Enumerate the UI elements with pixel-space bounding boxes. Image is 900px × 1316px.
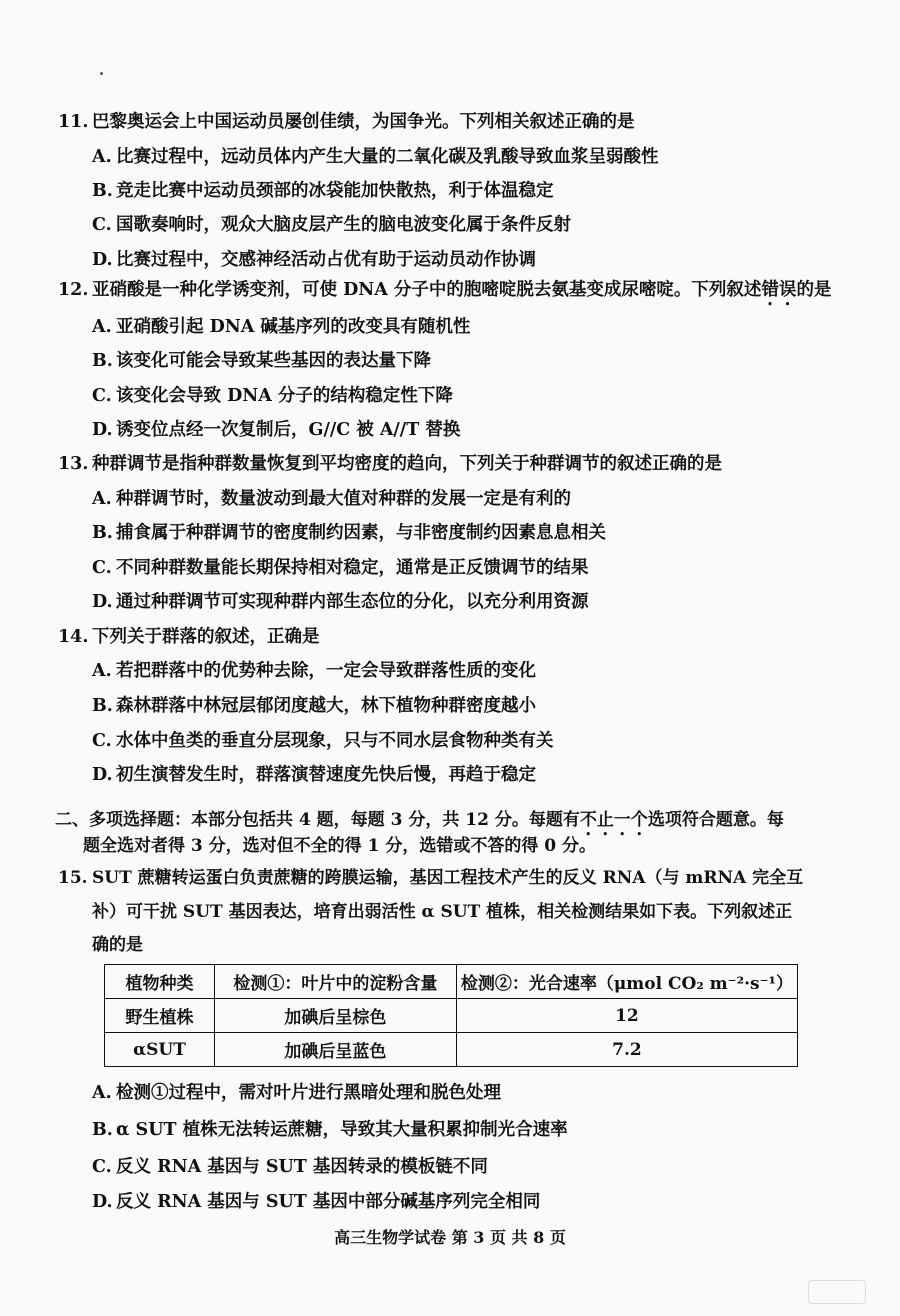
results-table xyxy=(104,964,798,1067)
option-b: B. 该变化可能会导致某些基因的表达量下降 xyxy=(92,351,431,371)
option-a: A. 亚硝酸引起 DNA 碱基序列的改变具有随机性 xyxy=(92,317,471,337)
option-a: A. 若把群落中的优势种去除，一定会导致群落性质的变化 xyxy=(92,661,536,681)
section-2-instructions: 二、多项选择题：本部分包括共 4 题，每题 3 分，共 12 分。每题有不止一个选项符合题意。每 xyxy=(55,810,784,830)
question-12-stem: 12. 亚硝酸是一种化学诱变剂，可使 DNA 分子中的胞嘧啶脱去氨基变成尿嘧啶。下列叙述错误的是 xyxy=(58,280,832,300)
question-15-stem: 15. SUT 蔗糖转运蛋白负责蔗糖的跨膜运输，基因工程技术产生的反义 RNA（与 mRNA 完全互 xyxy=(58,868,804,888)
option-d: D. 初生演替发生时，群落演替速度先快后慢，再趋于稳定 xyxy=(92,765,536,785)
option-d: D. 通过种群调节可实现种群内部生态位的分化，以充分利用资源 xyxy=(92,592,589,612)
option-c: C. 国歌奏响时，观众大脑皮层产生的脑电波变化属于条件反射 xyxy=(92,215,571,235)
table-header-cell: 检测②：光合速率（μmol CO₂ m⁻²·s⁻¹） xyxy=(456,965,797,999)
question-13-stem: 13. 种群调节是指种群数量恢复到平均密度的趋向，下列关于种群调节的叙述正确的是 xyxy=(58,454,722,474)
option-a: A. 比赛过程中，远动员体内产生大量的二氧化碳及乳酸导致血浆呈弱酸性 xyxy=(92,147,659,167)
option-c: C. 反义 RNA 基因与 SUT 基因转录的模板链不同 xyxy=(92,1157,488,1177)
option-d: D. 比赛过程中，交感神经活动占优有助于运动员动作协调 xyxy=(92,250,536,270)
question-15-stem-cont: 确的是 xyxy=(92,935,143,955)
table-header-cell: 植物种类 xyxy=(105,965,215,999)
question-15-stem-cont: 补）可干扰 SUT 基因表达，培育出弱活性 α SUT 植株，相关检测结果如下表。下列叙述正 xyxy=(92,902,793,922)
table-cell: 7.2 xyxy=(456,1033,797,1067)
option-c: C. 水体中鱼类的垂直分层现象，只与不同水层食物种类有关 xyxy=(92,731,554,751)
option-d: D. 反义 RNA 基因与 SUT 基因中部分碱基序列完全相同 xyxy=(92,1192,541,1212)
watermark-logo xyxy=(808,1280,866,1304)
scan-speck xyxy=(100,72,103,75)
question-11-stem: 11. 巴黎奥运会上中国运动员屡创佳绩，为国争光。下列相关叙述正确的是 xyxy=(58,112,635,132)
table-cell: 加碘后呈蓝色 xyxy=(214,1033,456,1067)
table-cell: 加碘后呈棕色 xyxy=(214,999,456,1033)
option-c: C. 不同种群数量能长期保持相对稳定，通常是正反馈调节的结果 xyxy=(92,558,589,578)
question-number: 11. xyxy=(58,112,89,132)
option-b: B. 森林群落中林冠层郁闭度越大，林下植物种群密度越小 xyxy=(92,696,536,716)
emphasized-word: 不止一个 xyxy=(579,810,648,830)
option-a: A. 检测①过程中，需对叶片进行黑暗处理和脱色处理 xyxy=(92,1083,501,1103)
option-d: D. 诱变位点经一次复制后，G//C 被 A//T 替换 xyxy=(92,420,461,440)
section-2-instructions-cont: 题全选对者得 3 分，选对但不全的得 1 分，选错或不答的得 0 分。 xyxy=(83,836,596,856)
option-c: C. 该变化会导致 DNA 分子的结构稳定性下降 xyxy=(92,386,453,406)
option-a: A. 种群调节时，数量波动到最大值对种群的发展一定是有利的 xyxy=(92,489,571,509)
option-b: B. 竞走比赛中运动员颈部的冰袋能加快散热，利于体温稳定 xyxy=(92,181,554,201)
table-row xyxy=(105,1033,798,1067)
table-cell: 12 xyxy=(456,999,797,1033)
table-header-row xyxy=(105,965,798,999)
table-row xyxy=(105,999,798,1033)
table-cell: 野生植株 xyxy=(105,999,215,1033)
page-footer: 高三生物学试卷 第 3 页 共 8 页 xyxy=(334,1228,566,1247)
question-14-stem: 14. 下列关于群落的叙述，正确是 xyxy=(58,627,320,647)
option-b: B. 捕食属于种群调节的密度制约因素，与非密度制约因素息息相关 xyxy=(92,523,606,543)
table-cell: αSUT xyxy=(105,1033,215,1067)
option-b: B. α SUT 植株无法转运蔗糖，导致其大量积累抑制光合速率 xyxy=(92,1120,568,1140)
table-header-cell: 检测①：叶片中的淀粉含量 xyxy=(214,965,456,999)
emphasized-word: 错误 xyxy=(761,280,797,300)
